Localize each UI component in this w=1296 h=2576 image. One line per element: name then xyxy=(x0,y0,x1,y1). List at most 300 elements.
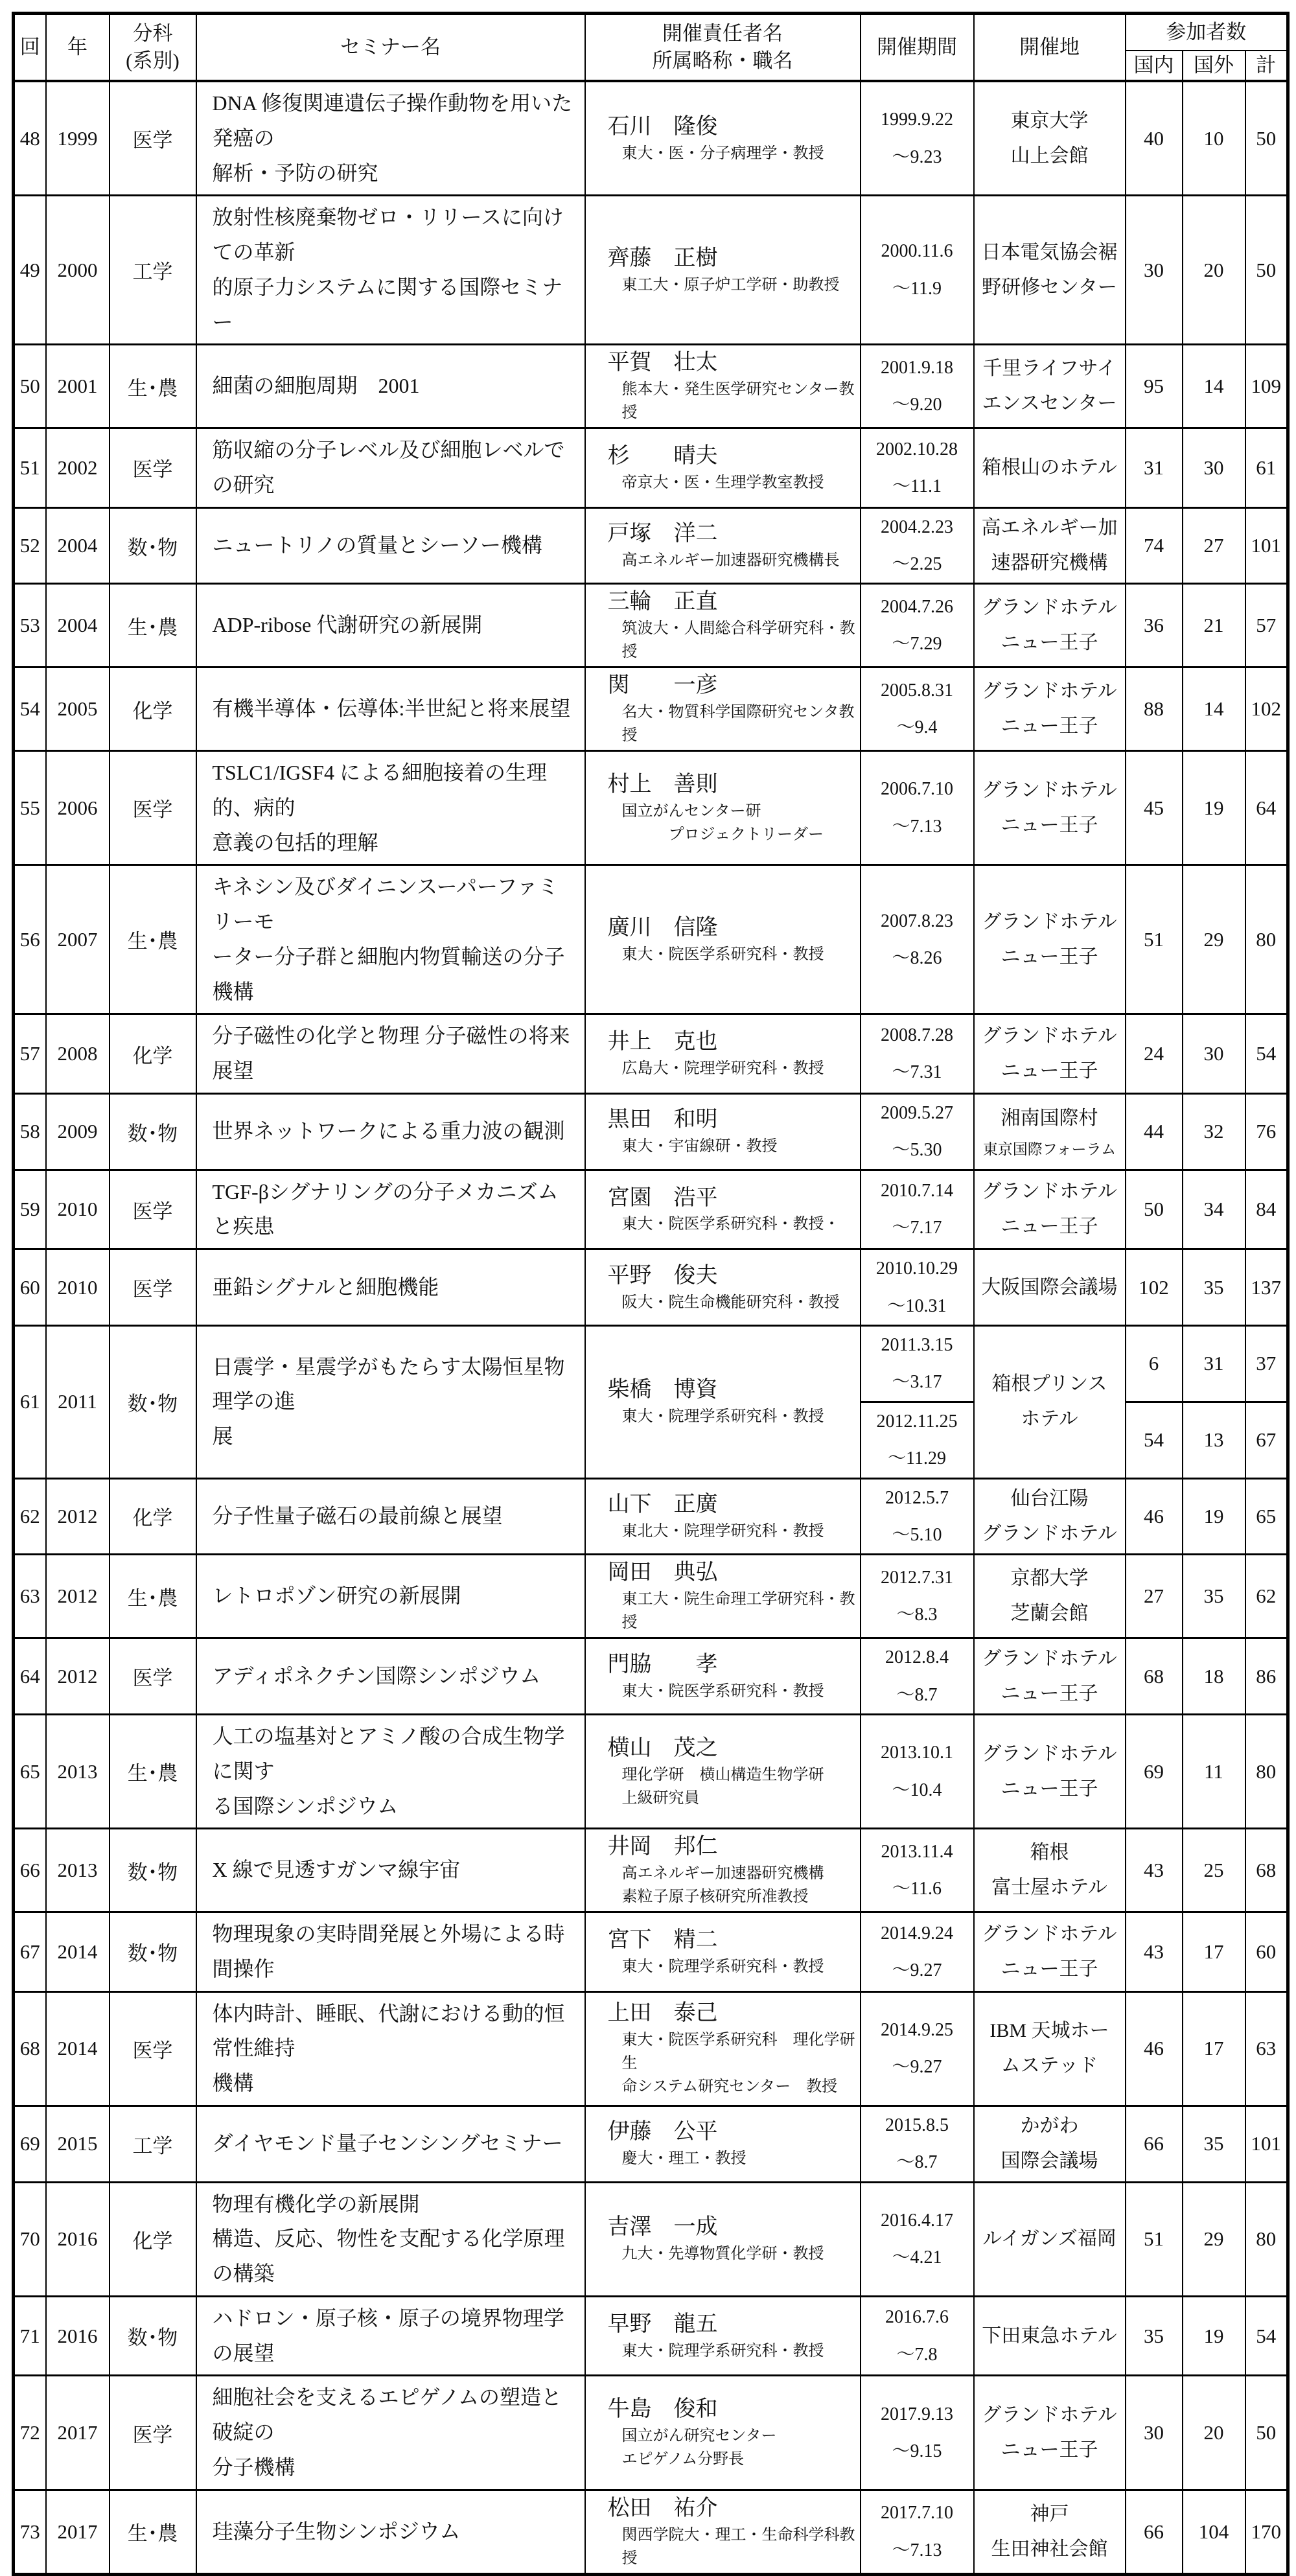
table-row xyxy=(14,584,1288,667)
cell-domestic: 50 xyxy=(1126,1170,1183,1249)
cell-period: 2002.10.28 ～11.1 xyxy=(861,428,974,508)
cell-period: 2012.8.4 ～8.7 xyxy=(861,1638,974,1715)
cell-no: 72 xyxy=(14,2376,46,2490)
cell-organizer: 平賀 壮太 熊本大・発生医学研究センター教授 xyxy=(585,345,861,428)
cell-organizer: 横山 茂之 理化学研 横山構造生物学研 上級研究員 xyxy=(585,1715,861,1829)
cell-seminar: 分子磁性の化学と物理 分子磁性の将来展望 xyxy=(196,1014,585,1094)
cell-period: 2013.10.1 ～10.4 xyxy=(861,1715,974,1829)
cell-no: 69 xyxy=(14,2106,46,2182)
cell-no: 56 xyxy=(14,865,46,1014)
cell-organizer: 上田 泰己 東大・院医学系研究科 理化学研生 命システム研究センター 教授 xyxy=(585,1991,861,2106)
cell-year: 2012 xyxy=(46,1555,110,1638)
cell-foreign: 10 xyxy=(1183,81,1245,196)
cell-domestic: 30 xyxy=(1126,2376,1183,2490)
cell-field: 医学 xyxy=(110,1991,196,2106)
cell-no: 67 xyxy=(14,1912,46,1992)
cell-location: 箱根 富士屋ホテル xyxy=(974,1829,1126,1912)
cell-foreign: 19 xyxy=(1183,751,1245,865)
cell-total: 109 xyxy=(1245,345,1288,428)
cell-no: 60 xyxy=(14,1249,46,1326)
cell-foreign: 29 xyxy=(1183,2182,1245,2296)
cell-no: 59 xyxy=(14,1170,46,1249)
cell-no: 65 xyxy=(14,1715,46,1829)
cell-organizer: 吉澤 一成 九大・先導物質化学研・教授 xyxy=(585,2182,861,2296)
cell-organizer: 井上 克也 広島大・院理学研究科・教授 xyxy=(585,1014,861,1094)
cell-period: 2010.10.29 ～10.31 xyxy=(861,1249,974,1326)
cell-total: 64 xyxy=(1245,751,1288,865)
header-location: 開催地 xyxy=(974,14,1126,82)
cell-organizer: 牛島 俊和 国立がん研究センター エピゲノム分野長 xyxy=(585,2376,861,2490)
cell-foreign: 35 xyxy=(1183,2106,1245,2182)
cell-year: 2011 xyxy=(46,1326,110,1479)
cell-foreign: 27 xyxy=(1183,507,1245,584)
cell-period: 2008.7.28 ～7.31 xyxy=(861,1014,974,1094)
cell-no: 63 xyxy=(14,1555,46,1638)
cell-foreign: 19 xyxy=(1183,2296,1245,2376)
cell-organizer: 石川 隆俊 東大・医・分子病理学・教授 xyxy=(585,81,861,196)
cell-domestic: 46 xyxy=(1126,1478,1183,1555)
cell-location: 京都大学 芝蘭会館 xyxy=(974,1555,1126,1638)
table-row xyxy=(14,1912,1288,1992)
cell-year: 2015 xyxy=(46,2106,110,2182)
cell-total: 50 xyxy=(1245,196,1288,345)
cell-location: グランドホテル ニュー王子 xyxy=(974,1912,1126,1992)
cell-period: 2015.8.5 ～8.7 xyxy=(861,2106,974,2182)
cell-year: 2017 xyxy=(46,2376,110,2490)
cell-foreign: 30 xyxy=(1183,1014,1245,1094)
cell-seminar: ダイヤモンド量子センシングセミナー xyxy=(196,2106,585,2182)
cell-period: 2016.7.6 ～7.8 xyxy=(861,2296,974,2376)
cell-organizer: 宮園 浩平 東大・院医学系研究科・教授・ xyxy=(585,1170,861,1249)
cell-domestic: 30 xyxy=(1126,196,1183,345)
cell-field: 化学 xyxy=(110,667,196,751)
table-row xyxy=(14,1093,1288,1170)
cell-organizer: 杉 晴夫 帝京大・医・生理学教室教授 xyxy=(585,428,861,508)
cell-no: 57 xyxy=(14,1014,46,1094)
cell-domestic: 44 xyxy=(1126,1093,1183,1170)
table-row xyxy=(14,1638,1288,1715)
cell-seminar: キネシン及びダイニンスーパーファミリーモ ーター分子群と細胞内物質輸送の分子機構 xyxy=(196,865,585,1014)
cell-seminar: 筋収縮の分子レベル及び細胞レベルでの研究 xyxy=(196,428,585,508)
cell-organizer: 関 一彦 名大・物質科学国際研究センタ教授 xyxy=(585,667,861,751)
cell-domestic: 31 xyxy=(1126,428,1183,508)
cell-foreign: 30 xyxy=(1183,428,1245,508)
cell-domestic: 27 xyxy=(1126,1555,1183,1638)
cell-foreign: 14 xyxy=(1183,345,1245,428)
cell-seminar: 細菌の細胞周期 2001 xyxy=(196,345,585,428)
cell-domestic: 74 xyxy=(1126,507,1183,584)
header-field-line2: (系別) xyxy=(126,49,179,72)
cell-domestic: 88 xyxy=(1126,667,1183,751)
cell-foreign: 20 xyxy=(1183,196,1245,345)
cell-foreign: 18 xyxy=(1183,1638,1245,1715)
cell-year: 2004 xyxy=(46,584,110,667)
cell-location: 箱根山のホテル xyxy=(974,428,1126,508)
table-row xyxy=(14,345,1288,428)
table-row xyxy=(14,1014,1288,1094)
cell-period: 2007.8.23 ～8.26 xyxy=(861,865,974,1014)
cell-seminar: ハドロン・原子核・原子の境界物理学の展望 xyxy=(196,2296,585,2376)
header-no: 回 xyxy=(14,14,46,82)
cell-no: 50 xyxy=(14,345,46,428)
header-field xyxy=(110,14,196,82)
header-organizer-line2: 所属略称・職名 xyxy=(652,49,793,72)
cell-location: 千里ライフサイ エンスセンター xyxy=(974,345,1126,428)
cell-year: 2002 xyxy=(46,428,110,508)
cell-period: 2012.11.25 ～11.29 xyxy=(861,1402,974,1478)
cell-field: 生･農 xyxy=(110,584,196,667)
cell-organizer: 山下 正廣 東北大・院理学研究科・教授 xyxy=(585,1478,861,1555)
cell-field: 医学 xyxy=(110,1170,196,1249)
header-year: 年 xyxy=(46,14,110,82)
table-row xyxy=(14,2376,1288,2490)
cell-field: 生･農 xyxy=(110,865,196,1014)
cell-total: 54 xyxy=(1245,2296,1288,2376)
cell-location: 湘南国際村 東京国際フォーラム xyxy=(974,1093,1126,1170)
cell-foreign: 19 xyxy=(1183,1478,1245,1555)
cell-field: 化学 xyxy=(110,2182,196,2296)
cell-domestic: 43 xyxy=(1126,1912,1183,1992)
cell-domestic: 45 xyxy=(1126,751,1183,865)
cell-seminar: 人工の塩基対とアミノ酸の合成生物学に関す る国際シンポジウム xyxy=(196,1715,585,1829)
cell-no: 70 xyxy=(14,2182,46,2296)
cell-seminar: X 線で見透すガンマ線宇宙 xyxy=(196,1829,585,1912)
cell-foreign: 13 xyxy=(1183,1402,1245,1478)
cell-total: 54 xyxy=(1245,1014,1288,1094)
cell-organizer: 伊藤 公平 慶大・理工・教授 xyxy=(585,2106,861,2182)
cell-seminar: 珪藻分子生物シンポジウム xyxy=(196,2490,585,2574)
cell-location: IBM 天城ホー ムステッド xyxy=(974,1991,1126,2106)
cell-period: 2004.7.26 ～7.29 xyxy=(861,584,974,667)
cell-total: 170 xyxy=(1245,2490,1288,2574)
cell-year: 2017 xyxy=(46,2490,110,2574)
cell-foreign: 104 xyxy=(1183,2490,1245,2574)
cell-seminar: 体内時計、睡眠、代謝における動的恒常性維持 機構 xyxy=(196,1991,585,2106)
cell-total: 84 xyxy=(1245,1170,1288,1249)
cell-location: グランドホテル ニュー王子 xyxy=(974,1715,1126,1829)
cell-year: 2008 xyxy=(46,1014,110,1094)
cell-period: 2014.9.24 ～9.27 xyxy=(861,1912,974,1992)
cell-organizer: 門脇 孝 東大・院医学系研究科・教授 xyxy=(585,1638,861,1715)
cell-domestic: 6 xyxy=(1126,1326,1183,1402)
cell-seminar: 物理現象の実時間発展と外場による時間操作 xyxy=(196,1912,585,1992)
cell-foreign: 14 xyxy=(1183,667,1245,751)
cell-no: 61 xyxy=(14,1326,46,1479)
cell-field: 工学 xyxy=(110,2106,196,2182)
cell-field: 医学 xyxy=(110,751,196,865)
cell-year: 2007 xyxy=(46,865,110,1014)
cell-seminar: TSLC1/IGSF4 による細胞接着の生理的、病的 意義の包括的理解 xyxy=(196,751,585,865)
cell-seminar: ニュートリノの質量とシーソー機構 xyxy=(196,507,585,584)
cell-year: 1999 xyxy=(46,81,110,196)
cell-foreign: 11 xyxy=(1183,1715,1245,1829)
cell-seminar: 放射性核廃棄物ゼロ・リリースに向けての革新 的原子力システムに関する国際セミナー xyxy=(196,196,585,345)
cell-total: 65 xyxy=(1245,1478,1288,1555)
table-row xyxy=(14,2296,1288,2376)
cell-field: 生･農 xyxy=(110,1715,196,1829)
cell-no: 68 xyxy=(14,1991,46,2106)
cell-total: 80 xyxy=(1245,1715,1288,1829)
cell-total: 37 xyxy=(1245,1326,1288,1402)
table-row xyxy=(14,1249,1288,1326)
cell-year: 2005 xyxy=(46,667,110,751)
cell-year: 2004 xyxy=(46,507,110,584)
cell-seminar: 分子性量子磁石の最前線と展望 xyxy=(196,1478,585,1555)
cell-seminar: 日震学・星震学がもたらす太陽恒星物理学の進 展 xyxy=(196,1326,585,1479)
cell-domestic: 24 xyxy=(1126,1014,1183,1094)
cell-total: 102 xyxy=(1245,667,1288,751)
cell-location: グランドホテル ニュー王子 xyxy=(974,751,1126,865)
cell-no: 64 xyxy=(14,1638,46,1715)
cell-organizer: 齊藤 正樹 東工大・原子炉工学研・助教授 xyxy=(585,196,861,345)
header-seminar: セミナー名 xyxy=(196,14,585,82)
cell-year: 2013 xyxy=(46,1829,110,1912)
cell-period: 2011.3.15 ～3.17 xyxy=(861,1326,974,1402)
cell-location: グランドホテル ニュー王子 xyxy=(974,2376,1126,2490)
cell-no: 71 xyxy=(14,2296,46,2376)
cell-no: 73 xyxy=(14,2490,46,2574)
cell-total: 76 xyxy=(1245,1093,1288,1170)
cell-field: 工学 xyxy=(110,196,196,345)
header-row-1 xyxy=(14,14,1288,51)
cell-location: グランドホテル ニュー王子 xyxy=(974,1170,1126,1249)
cell-domestic: 68 xyxy=(1126,1638,1183,1715)
cell-location: 仙台江陽 グランドホテル xyxy=(974,1478,1126,1555)
cell-total: 137 xyxy=(1245,1249,1288,1326)
table-row xyxy=(14,1326,1288,1402)
cell-foreign: 35 xyxy=(1183,1555,1245,1638)
cell-period: 2005.8.31 ～9.4 xyxy=(861,667,974,751)
table-row xyxy=(14,865,1288,1014)
cell-seminar: 細胞社会を支えるエピゲノムの塑造と破綻の 分子機構 xyxy=(196,2376,585,2490)
cell-field: 化学 xyxy=(110,1478,196,1555)
cell-year: 2001 xyxy=(46,345,110,428)
cell-location: グランドホテル ニュー王子 xyxy=(974,1014,1126,1094)
cell-domestic: 51 xyxy=(1126,2182,1183,2296)
cell-no: 49 xyxy=(14,196,46,345)
table-row xyxy=(14,196,1288,345)
cell-year: 2013 xyxy=(46,1715,110,1829)
cell-field: 数･物 xyxy=(110,507,196,584)
cell-total: 50 xyxy=(1245,81,1288,196)
cell-field: 数･物 xyxy=(110,1093,196,1170)
cell-period: 2001.9.18 ～9.20 xyxy=(861,345,974,428)
cell-year: 2012 xyxy=(46,1478,110,1555)
header-participants: 参加者数 xyxy=(1126,14,1288,51)
cell-organizer: 井岡 邦仁 高エネルギー加速器研究機構 素粒子原子核研究所准教授 xyxy=(585,1829,861,1912)
cell-total: 101 xyxy=(1245,2106,1288,2182)
header-domestic: 国内 xyxy=(1126,51,1183,81)
cell-total: 62 xyxy=(1245,1555,1288,1638)
cell-foreign: 32 xyxy=(1183,1093,1245,1170)
cell-period: 2010.7.14 ～7.17 xyxy=(861,1170,974,1249)
cell-no: 55 xyxy=(14,751,46,865)
cell-domestic: 54 xyxy=(1126,1402,1183,1478)
cell-period: 2009.5.27 ～5.30 xyxy=(861,1093,974,1170)
cell-organizer: 宮下 精二 東大・院理学系研究科・教授 xyxy=(585,1912,861,1992)
cell-location: グランドホテル ニュー王子 xyxy=(974,865,1126,1014)
cell-seminar: 亜鉛シグナルと細胞機能 xyxy=(196,1249,585,1326)
cell-total: 57 xyxy=(1245,584,1288,667)
cell-no: 54 xyxy=(14,667,46,751)
cell-field: 数･物 xyxy=(110,2296,196,2376)
cell-year: 2014 xyxy=(46,1991,110,2106)
cell-foreign: 31 xyxy=(1183,1326,1245,1402)
cell-period: 2012.7.31 ～8.3 xyxy=(861,1555,974,1638)
cell-seminar: 世界ネットワークによる重力波の観測 xyxy=(196,1093,585,1170)
table-row xyxy=(14,1715,1288,1829)
cell-year: 2016 xyxy=(46,2182,110,2296)
cell-period: 2014.9.25 ～9.27 xyxy=(861,1991,974,2106)
cell-domestic: 35 xyxy=(1126,2296,1183,2376)
header-total: 計 xyxy=(1245,51,1288,81)
cell-period: 2017.9.13 ～9.15 xyxy=(861,2376,974,2490)
cell-period: 2004.2.23 ～2.25 xyxy=(861,507,974,584)
table-row xyxy=(14,2490,1288,2574)
cell-location: グランドホテル ニュー王子 xyxy=(974,1638,1126,1715)
cell-seminar: ADP-ribose 代謝研究の新展開 xyxy=(196,584,585,667)
cell-total: 86 xyxy=(1245,1638,1288,1715)
cell-total: 80 xyxy=(1245,2182,1288,2296)
header-foreign: 国外 xyxy=(1183,51,1245,81)
cell-foreign: 34 xyxy=(1183,1170,1245,1249)
cell-foreign: 25 xyxy=(1183,1829,1245,1912)
cell-total: 60 xyxy=(1245,1912,1288,1992)
cell-organizer: 早野 龍五 東大・院理学系研究科・教授 xyxy=(585,2296,861,2376)
cell-year: 2012 xyxy=(46,1638,110,1715)
cell-total: 67 xyxy=(1245,1402,1288,1478)
cell-field: 生･農 xyxy=(110,2490,196,2574)
cell-seminar: 有機半導体・伝導体:半世紀と将来展望 xyxy=(196,667,585,751)
cell-field: 医学 xyxy=(110,1249,196,1326)
cell-total: 61 xyxy=(1245,428,1288,508)
cell-organizer: 黒田 和明 東大・宇宙線研・教授 xyxy=(585,1093,861,1170)
cell-period: 2000.11.6 ～11.9 xyxy=(861,196,974,345)
cell-seminar: アディポネクチン国際シンポジウム xyxy=(196,1638,585,1715)
cell-field: 医学 xyxy=(110,1638,196,1715)
cell-period: 2013.11.4 ～11.6 xyxy=(861,1829,974,1912)
cell-foreign: 21 xyxy=(1183,584,1245,667)
cell-domestic: 66 xyxy=(1126,2106,1183,2182)
table-row xyxy=(14,428,1288,508)
cell-no: 66 xyxy=(14,1829,46,1912)
cell-domestic: 102 xyxy=(1126,1249,1183,1326)
cell-organizer: 戸塚 洋二 高エネルギー加速器研究機構長 xyxy=(585,507,861,584)
cell-no: 52 xyxy=(14,507,46,584)
header-period: 開催期間 xyxy=(861,14,974,82)
cell-domestic: 40 xyxy=(1126,81,1183,196)
cell-location: 大阪国際会議場 xyxy=(974,1249,1126,1326)
table-row xyxy=(14,1170,1288,1249)
cell-location: 日本電気協会裾 野研修センター xyxy=(974,196,1126,345)
cell-organizer: 村上 善則 国立がんセンター研 プロジェクトリーダー xyxy=(585,751,861,865)
table-row xyxy=(14,81,1288,196)
cell-field: 数･物 xyxy=(110,1326,196,1479)
cell-organizer: 松田 祐介 関西学院大・理工・生命科学科教授 xyxy=(585,2490,861,2574)
cell-no: 48 xyxy=(14,81,46,196)
cell-domestic: 95 xyxy=(1126,345,1183,428)
cell-no: 51 xyxy=(14,428,46,508)
cell-year: 2006 xyxy=(46,751,110,865)
cell-total: 101 xyxy=(1245,507,1288,584)
table-body xyxy=(14,81,1288,2574)
cell-no: 58 xyxy=(14,1093,46,1170)
header-organizer-line1: 開催責任者名 xyxy=(662,22,783,45)
table-row xyxy=(14,1829,1288,1912)
cell-domestic: 46 xyxy=(1126,1991,1183,2106)
cell-field: 化学 xyxy=(110,1014,196,1094)
table-row xyxy=(14,1991,1288,2106)
cell-foreign: 17 xyxy=(1183,1912,1245,1992)
cell-seminar: レトロポゾン研究の新展開 xyxy=(196,1555,585,1638)
cell-period: 2006.7.10 ～7.13 xyxy=(861,751,974,865)
cell-foreign: 20 xyxy=(1183,2376,1245,2490)
cell-no: 53 xyxy=(14,584,46,667)
cell-field: 生･農 xyxy=(110,345,196,428)
cell-location: 東京大学 山上会館 xyxy=(974,81,1126,196)
cell-organizer: 平野 俊夫 阪大・院生命機能研究科・教授 xyxy=(585,1249,861,1326)
cell-period: 2016.4.17 ～4.21 xyxy=(861,2182,974,2296)
cell-field: 数･物 xyxy=(110,1912,196,1992)
table-row xyxy=(14,507,1288,584)
cell-year: 2010 xyxy=(46,1170,110,1249)
cell-location: グランドホテル ニュー王子 xyxy=(974,667,1126,751)
cell-organizer: 岡田 典弘 東工大・院生命理工学研究科・教授 xyxy=(585,1555,861,1638)
cell-period: 2017.7.10 ～7.13 xyxy=(861,2490,974,2574)
cell-total: 80 xyxy=(1245,865,1288,1014)
cell-year: 2010 xyxy=(46,1249,110,1326)
cell-domestic: 36 xyxy=(1126,584,1183,667)
cell-foreign: 29 xyxy=(1183,865,1245,1014)
cell-seminar: 物理有機化学の新展開 構造、反応、物性を支配する化学原理の構築 xyxy=(196,2182,585,2296)
cell-seminar: TGF-βシグナリングの分子メカニズムと疾患 xyxy=(196,1170,585,1249)
table-row xyxy=(14,667,1288,751)
cell-domestic: 66 xyxy=(1126,2490,1183,2574)
seminar-table xyxy=(12,12,1290,2576)
cell-location: 箱根プリンス ホテル xyxy=(974,1326,1126,1479)
cell-field: 医学 xyxy=(110,2376,196,2490)
header-field-line1: 分科 xyxy=(132,22,173,45)
table-row xyxy=(14,2182,1288,2296)
cell-organizer: 柴橋 博資 東大・院理学系研究科・教授 xyxy=(585,1326,861,1479)
cell-period: 1999.9.22 ～9.23 xyxy=(861,81,974,196)
cell-field: 数･物 xyxy=(110,1829,196,1912)
cell-domestic: 69 xyxy=(1126,1715,1183,1829)
cell-domestic: 51 xyxy=(1126,865,1183,1014)
table-row xyxy=(14,1478,1288,1555)
cell-location: かがわ 国際会議場 xyxy=(974,2106,1126,2182)
cell-location: 下田東急ホテル xyxy=(974,2296,1126,2376)
cell-location: ルイガンズ福岡 xyxy=(974,2182,1126,2296)
cell-domestic: 43 xyxy=(1126,1829,1183,1912)
cell-period: 2012.5.7 ～5.10 xyxy=(861,1478,974,1555)
header-organizer xyxy=(585,14,861,82)
cell-field: 生･農 xyxy=(110,1555,196,1638)
cell-total: 68 xyxy=(1245,1829,1288,1912)
cell-location: 高エネルギー加 速器研究機構 xyxy=(974,507,1126,584)
cell-year: 2016 xyxy=(46,2296,110,2376)
cell-foreign: 35 xyxy=(1183,1249,1245,1326)
cell-organizer: 廣川 信隆 東大・院医学系研究科・教授 xyxy=(585,865,861,1014)
cell-year: 2009 xyxy=(46,1093,110,1170)
cell-year: 2000 xyxy=(46,196,110,345)
cell-location: グランドホテル ニュー王子 xyxy=(974,584,1126,667)
table-row xyxy=(14,751,1288,865)
cell-year: 2014 xyxy=(46,1912,110,1992)
cell-organizer: 三輪 正直 筑波大・人間総合科学研究科・教授 xyxy=(585,584,861,667)
table-row xyxy=(14,2106,1288,2182)
cell-foreign: 17 xyxy=(1183,1991,1245,2106)
